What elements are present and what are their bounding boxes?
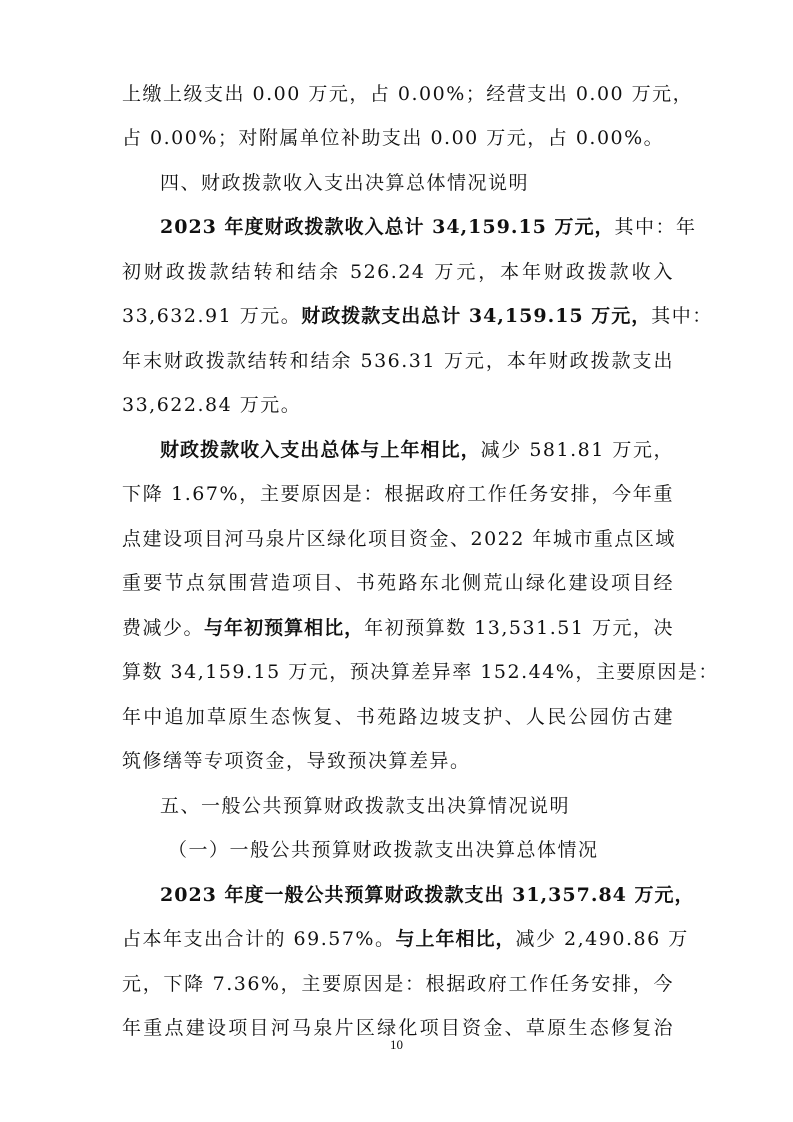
text-line — [122, 116, 674, 160]
text-line — [122, 561, 674, 605]
bold-text-segment: 与上年相比， — [395, 928, 516, 950]
text-segment: （一）一般公共预算财政拨款支出决算总体情况 — [168, 839, 599, 861]
text-segment: 占本年支出合计的 69.57%。 — [122, 928, 396, 950]
page-number: 10 — [390, 1037, 403, 1052]
text-line — [160, 161, 674, 205]
text-segment: 下降 1.67%，主要原因是：根据政府工作任务安排，今年重 — [122, 483, 674, 505]
text-line — [122, 72, 694, 116]
text-line — [160, 784, 674, 828]
text-line — [122, 250, 674, 294]
text-segment: 筑修缮等专项资金，导致预决算差异。 — [122, 750, 471, 772]
text-line — [168, 828, 674, 872]
text-segment: 年末财政拨款结转和结余 536.31 万元，本年财政拨款支出 — [122, 350, 674, 372]
bold-text-segment: 财政拨款收入支出总体与上年相比， — [160, 439, 481, 461]
text-line — [160, 873, 695, 917]
text-line — [122, 606, 674, 650]
text-line — [122, 472, 674, 516]
text-segment: 33,632.91 万元。 — [122, 305, 302, 327]
text-line — [122, 739, 674, 783]
text-segment: 减少 2,490.86 万 — [515, 928, 689, 950]
text-segment: 其中：年 — [614, 216, 697, 238]
bold-text-segment: 2023 年度财政拨款收入总计 34,159.15 万元， — [160, 216, 615, 238]
text-line — [122, 650, 719, 694]
text-segment: 33,622.84 万元。 — [122, 394, 302, 416]
text-segment: 算数 34,159.15 万元，预决算差异率 152.44%，主要原因是： — [122, 661, 719, 683]
text-segment: 其中： — [651, 305, 713, 327]
text-line — [122, 695, 674, 739]
text-line — [122, 339, 674, 383]
text-line — [122, 517, 674, 561]
bold-text-segment: 与年初预算相比， — [204, 617, 365, 639]
text-segment: 元，下降 7.36%，主要原因是：根据政府工作任务安排，今 — [122, 973, 674, 995]
text-segment: 减少 581.81 万元， — [480, 439, 674, 461]
text-segment: 年中追加草原生态恢复、书苑路边坡支护、人民公园仿古建 — [122, 706, 674, 728]
bold-text-segment: 财政拨款支出总计 34,159.15 万元， — [301, 305, 652, 327]
text-line — [122, 383, 674, 427]
text-line — [160, 428, 674, 472]
text-segment: 四、财政拨款收入支出决算总体情况说明 — [160, 172, 530, 194]
text-line — [122, 962, 674, 1006]
text-line — [122, 917, 689, 961]
text-segment: 费减少。 — [122, 617, 205, 639]
text-segment: 重要节点氛围营造项目、书苑路东北侧荒山绿化建设项目经 — [122, 572, 674, 594]
text-segment: 上缴上级支出 0.00 万元，占 0.00%；经营支出 0.00 万元， — [122, 83, 694, 105]
text-segment: 点建设项目河马泉片区绿化项目资金、2022 年城市重点区域 — [122, 528, 676, 550]
text-line — [160, 205, 697, 249]
text-segment: 初财政拨款结转和结余 526.24 万元，本年财政拨款收入 — [122, 261, 674, 283]
text-segment: 年初预算数 13,531.51 万元，决 — [364, 617, 674, 639]
text-line — [122, 294, 713, 338]
text-segment: 年重点建设项目河马泉片区绿化项目资金、草原生态修复治 — [122, 1017, 674, 1039]
text-segment: 占 0.00%；对附属单位补助支出 0.00 万元，占 0.00%。 — [122, 127, 665, 149]
bold-text-segment: 2023 年度一般公共预算财政拨款支出 31,357.84 万元， — [160, 884, 695, 906]
text-segment: 五、一般公共预算财政拨款支出决算情况说明 — [160, 795, 571, 817]
